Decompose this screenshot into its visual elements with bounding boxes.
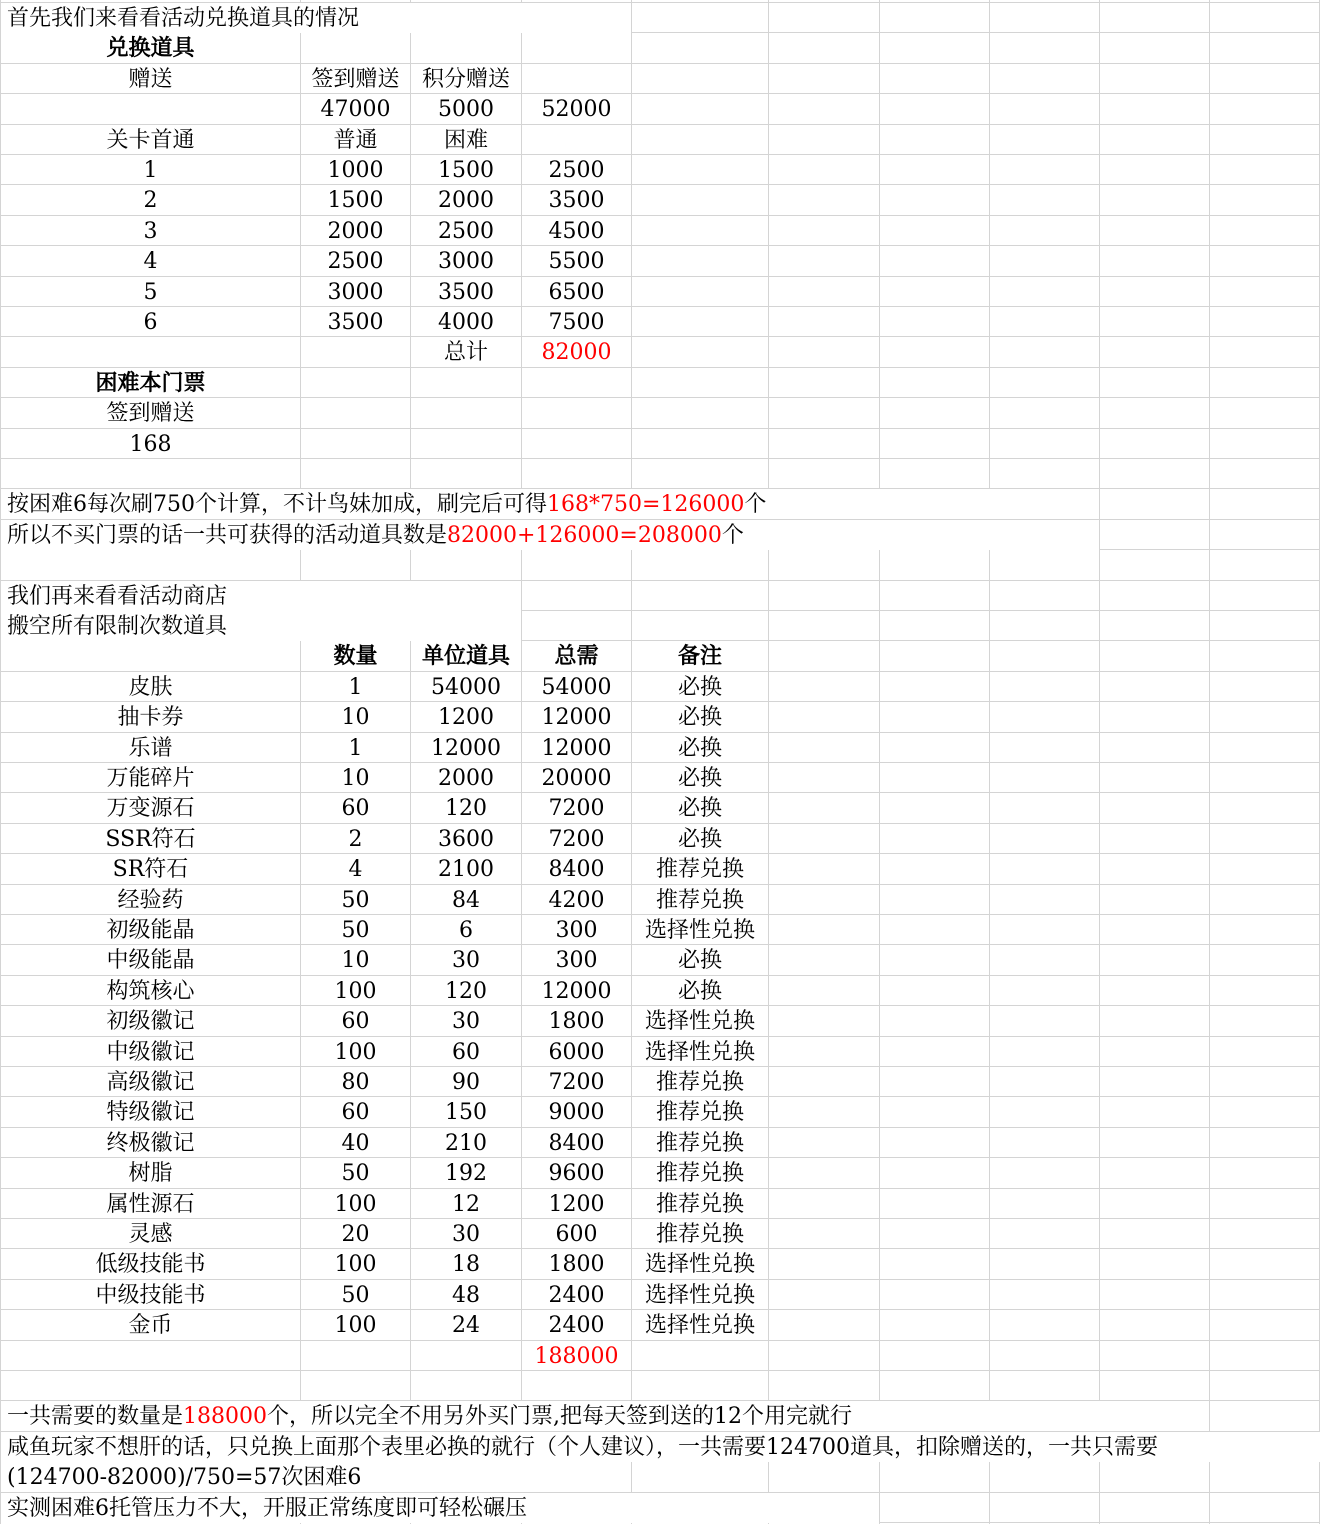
cell-r25-c2[interactable]: 2000 [438, 766, 494, 791]
cell-r47-c0[interactable]: 咸鱼玩家不想肝的话，只兑换上面那个表里必换的就行（个人建议），一共需要124700道具，扣除赠送的，一共只需要 [1, 1432, 1320, 1462]
cell-r17-c0[interactable] [1, 520, 1099, 550]
cell-r31-c3[interactable]: 300 [555, 948, 598, 973]
cell-r1-c0[interactable]: 兑换道具 [106, 35, 195, 61]
cell-r38-c3[interactable]: 9600 [548, 1161, 605, 1186]
cell-r33-c2[interactable]: 30 [452, 1009, 480, 1034]
cell-r36-c2[interactable]: 150 [445, 1100, 487, 1125]
cell-r33-c1[interactable]: 60 [341, 1009, 370, 1034]
cell-r42-c2[interactable]: 48 [452, 1283, 480, 1308]
cell-r43-c2[interactable]: 24 [452, 1313, 480, 1338]
cell-text-part: 按困难6每次刷750个计算，不计鸟妹加成，刷完后可得 [7, 492, 547, 517]
cell-r49-c0[interactable]: 实测困难6托管压力不大，开服正常练度即可轻松碾压 [1, 1493, 879, 1523]
cell-r32-c2[interactable]: 120 [445, 979, 487, 1004]
cell-r2-c1[interactable]: 签到赠送 [311, 67, 400, 92]
cell-r41-c2[interactable]: 18 [452, 1252, 480, 1277]
cell-r26-c1[interactable]: 60 [341, 796, 370, 821]
cell-r30-c4[interactable]: 选择性兑换 [644, 918, 755, 943]
cell-r30-c0[interactable]: 初级能晶 [106, 918, 195, 943]
cell-text-part: 所以不买门票的话一共可获得的活动道具数是 [7, 523, 448, 548]
cell-r24-c0[interactable]: 乐谱 [128, 736, 173, 761]
cell-r43-c0[interactable]: 金币 [128, 1313, 173, 1338]
cell-r34-c1[interactable]: 100 [334, 1040, 377, 1065]
cell-r10-c1[interactable]: 3500 [327, 310, 384, 335]
cell-r11-c2[interactable]: 总计 [443, 340, 488, 365]
cell-r10-c2[interactable]: 4000 [438, 310, 494, 335]
cell-r39-c1[interactable]: 100 [334, 1192, 377, 1217]
cell-r27-c2[interactable]: 3600 [438, 827, 494, 852]
cell-r4-c1[interactable]: 普通 [333, 128, 378, 153]
cell-r35-c4[interactable]: 推荐兑换 [655, 1070, 744, 1095]
cell-r27-c1[interactable]: 2 [348, 827, 363, 852]
cell-r2-c2[interactable]: 积分赠送 [421, 67, 510, 92]
cell-r5-c0[interactable]: 1 [143, 158, 158, 183]
cell-r21-c4[interactable]: 备注 [677, 643, 722, 669]
cell-r21-c3[interactable]: 总需 [554, 643, 599, 669]
cell-r40-c2[interactable]: 30 [452, 1222, 480, 1247]
cell-r25-c4[interactable]: 必换 [677, 766, 722, 791]
cell-r46-c0[interactable] [1, 1401, 1209, 1431]
cell-r28-c2[interactable]: 2100 [438, 857, 494, 882]
cell-text-part: 168*750=126000 [547, 492, 745, 517]
cell-r19-c0[interactable]: 我们再来看看活动商店 [1, 581, 521, 611]
cell-r20-c0[interactable]: 搬空所有限制次数道具 [1, 611, 521, 641]
cell-text-part: 个 [744, 492, 767, 517]
cell-r40-c1[interactable]: 20 [341, 1222, 370, 1247]
cell-r22-c2[interactable]: 54000 [431, 675, 501, 700]
cell-r36-c4[interactable]: 推荐兑换 [655, 1100, 744, 1125]
cell-r8-c2[interactable]: 3000 [438, 249, 494, 274]
cell-r31-c1[interactable]: 10 [341, 948, 370, 973]
cell-text-part: 188000 [183, 1404, 267, 1429]
cell-r33-c4[interactable]: 选择性兑换 [644, 1009, 755, 1034]
cell-r26-c3[interactable]: 7200 [548, 796, 605, 821]
cell-r30-c3[interactable]: 300 [555, 918, 598, 943]
cell-text-part: 个，所以完全不用另外买门票,把每天签到送的12个用完就行 [267, 1404, 852, 1429]
cell-text-part: 82000+126000=208000 [447, 523, 722, 548]
cell-r22-c4[interactable]: 必换 [677, 675, 722, 700]
cell-r38-c1[interactable]: 50 [341, 1161, 370, 1186]
cell-r6-c0[interactable]: 2 [143, 188, 158, 213]
cell-r35-c3[interactable]: 7200 [548, 1070, 605, 1095]
cell-r22-c1[interactable]: 1 [348, 675, 363, 700]
cell-r32-c0[interactable]: 构筑核心 [106, 979, 195, 1004]
cell-r28-c1[interactable]: 4 [348, 857, 363, 882]
cell-r43-c4[interactable]: 选择性兑换 [644, 1313, 755, 1338]
cell-r34-c2[interactable]: 60 [452, 1040, 480, 1065]
cell-r30-c2[interactable]: 6 [459, 918, 473, 943]
cell-r33-c3[interactable]: 1800 [548, 1009, 605, 1034]
cell-r9-c2[interactable]: 3500 [438, 280, 494, 305]
cell-r8-c0[interactable]: 4 [143, 249, 158, 274]
cell-r38-c2[interactable]: 192 [445, 1161, 487, 1186]
cell-r22-c0[interactable]: 皮肤 [128, 675, 173, 700]
cell-r37-c1[interactable]: 40 [341, 1131, 370, 1156]
cell-r29-c0[interactable]: 经验药 [117, 888, 184, 913]
cell-r37-c3[interactable]: 8400 [548, 1131, 605, 1156]
cell-r37-c4[interactable]: 推荐兑换 [655, 1131, 744, 1156]
cell-r27-c3[interactable]: 7200 [548, 827, 605, 852]
cell-r3-c3[interactable]: 52000 [541, 97, 612, 122]
cell-r11-c3[interactable]: 82000 [541, 340, 612, 365]
cell-r32-c3[interactable]: 12000 [541, 979, 612, 1004]
grid-row-line [0, 1340, 1320, 1341]
cell-r29-c3[interactable]: 4200 [548, 888, 605, 913]
cell-r7-c0[interactable]: 3 [143, 219, 158, 244]
cell-r8-c3[interactable]: 5500 [548, 249, 605, 274]
cell-r41-c4[interactable]: 选择性兑换 [644, 1252, 755, 1277]
cell-r27-c4[interactable]: 必换 [677, 827, 722, 852]
cell-r39-c2[interactable]: 12 [452, 1192, 480, 1217]
cell-r41-c1[interactable]: 100 [334, 1252, 377, 1277]
cell-r36-c1[interactable]: 60 [341, 1100, 370, 1125]
cell-r9-c0[interactable]: 5 [143, 280, 158, 305]
cell-r36-c0[interactable]: 特级徽记 [106, 1100, 195, 1125]
cell-r37-c0[interactable]: 终极徽记 [106, 1131, 195, 1156]
cell-r41-c3[interactable]: 1800 [548, 1252, 605, 1277]
cell-r41-c0[interactable]: 低级技能书 [95, 1252, 206, 1277]
cell-r24-c3[interactable]: 12000 [541, 736, 612, 761]
cell-r4-c2[interactable]: 困难 [443, 128, 488, 153]
cell-r21-c1[interactable]: 数量 [333, 643, 378, 669]
cell-r35-c0[interactable]: 高级徽记 [106, 1070, 195, 1095]
cell-r35-c2[interactable]: 90 [452, 1070, 480, 1095]
cell-r10-c3[interactable]: 7500 [548, 310, 605, 335]
cell-r3-c2[interactable]: 5000 [438, 97, 494, 122]
cell-r14-c0[interactable]: 168 [129, 432, 172, 457]
cell-r36-c3[interactable]: 9000 [548, 1100, 605, 1125]
cell-r40-c4[interactable]: 推荐兑换 [655, 1222, 744, 1247]
cell-r23-c1[interactable]: 10 [341, 705, 370, 730]
cell-r39-c3[interactable]: 1200 [548, 1192, 605, 1217]
cell-r31-c2[interactable]: 30 [452, 948, 480, 973]
cell-r35-c1[interactable]: 80 [341, 1070, 370, 1095]
cell-r27-c0[interactable]: SSR符石 [105, 827, 196, 852]
cell-r43-c3[interactable]: 2400 [548, 1313, 605, 1338]
cell-r24-c1[interactable]: 1 [348, 736, 363, 761]
cell-r23-c2[interactable]: 1200 [438, 705, 494, 730]
cell-r6-c2[interactable]: 2000 [438, 188, 494, 213]
cell-r13-c0[interactable]: 签到赠送 [106, 401, 195, 426]
cell-r5-c2[interactable]: 1500 [438, 158, 494, 183]
cell-r24-c4[interactable]: 必换 [677, 736, 722, 761]
cell-r37-c2[interactable]: 210 [445, 1131, 487, 1156]
cell-r23-c4[interactable]: 必换 [677, 705, 722, 730]
cell-r34-c4[interactable]: 选择性兑换 [644, 1040, 755, 1065]
cell-r33-c0[interactable]: 初级徽记 [106, 1009, 195, 1034]
cell-r34-c0[interactable]: 中级徽记 [106, 1040, 195, 1065]
cell-r7-c2[interactable]: 2500 [438, 219, 494, 244]
cell-r21-c2[interactable]: 单位道具 [421, 643, 510, 669]
cell-r10-c0[interactable]: 6 [143, 310, 158, 335]
cell-r40-c3[interactable]: 600 [555, 1222, 598, 1247]
cell-r2-c0[interactable]: 赠送 [128, 67, 173, 92]
cell-r16-c0[interactable] [1, 489, 1099, 519]
cell-r42-c4[interactable]: 选择性兑换 [644, 1283, 755, 1308]
cell-r6-c3[interactable]: 3500 [548, 188, 605, 213]
cell-r0-c0[interactable]: 首先我们来看看活动兑换道具的情况 [1, 3, 631, 33]
cell-r32-c4[interactable]: 必换 [677, 979, 722, 1004]
cell-r5-c1[interactable]: 1000 [327, 158, 384, 183]
cell-r12-c0[interactable]: 困难本门票 [95, 370, 206, 396]
cell-r26-c4[interactable]: 必换 [677, 796, 722, 821]
cell-r23-c3[interactable]: 12000 [541, 705, 612, 730]
cell-r22-c3[interactable]: 54000 [541, 675, 612, 700]
cell-r28-c3[interactable]: 8400 [548, 857, 605, 882]
cell-r25-c3[interactable]: 20000 [541, 766, 612, 791]
cell-r32-c1[interactable]: 100 [334, 979, 377, 1004]
cell-r7-c1[interactable]: 2000 [327, 219, 384, 244]
cell-r40-c0[interactable]: 灵感 [128, 1222, 173, 1247]
cell-r29-c1[interactable]: 50 [341, 888, 370, 913]
cell-r23-c0[interactable]: 抽卡券 [117, 705, 184, 730]
cell-r42-c0[interactable]: 中级技能书 [95, 1283, 206, 1308]
cell-r42-c3[interactable]: 2400 [548, 1283, 605, 1308]
cell-text-part: 个 [721, 523, 744, 548]
cell-r43-c1[interactable]: 100 [334, 1313, 377, 1338]
cell-r3-c1[interactable]: 47000 [320, 97, 391, 122]
cell-r26-c0[interactable]: 万变源石 [106, 796, 195, 821]
cell-r29-c2[interactable]: 84 [452, 888, 480, 913]
cell-r30-c1[interactable]: 50 [341, 918, 370, 943]
cell-r9-c1[interactable]: 3000 [327, 280, 384, 305]
cell-r31-c0[interactable]: 中级能晶 [106, 948, 195, 973]
cell-r39-c0[interactable]: 属性源石 [106, 1192, 195, 1217]
cell-r25-c1[interactable]: 10 [341, 766, 370, 791]
cell-r38-c0[interactable]: 树脂 [128, 1161, 173, 1186]
cell-r44-c3[interactable]: 188000 [534, 1344, 619, 1369]
cell-r7-c3[interactable]: 4500 [548, 219, 605, 244]
cell-r24-c2[interactable]: 12000 [431, 736, 501, 761]
cell-r28-c4[interactable]: 推荐兑换 [655, 857, 744, 882]
cell-r6-c1[interactable]: 1500 [327, 188, 384, 213]
cell-r26-c2[interactable]: 120 [445, 796, 487, 821]
cell-r9-c3[interactable]: 6500 [548, 280, 605, 305]
cell-text-part: 一共需要的数量是 [7, 1404, 184, 1429]
cell-r31-c4[interactable]: 必换 [677, 948, 722, 973]
cell-r25-c0[interactable]: 万能碎片 [106, 766, 195, 791]
cell-r39-c4[interactable]: 推荐兑换 [655, 1192, 744, 1217]
cell-r5-c3[interactable]: 2500 [548, 158, 605, 183]
cell-r29-c4[interactable]: 推荐兑换 [655, 888, 744, 913]
cell-r48-c0[interactable]: (124700-82000)/750=57次困难6 [1, 1462, 631, 1492]
cell-r4-c0[interactable]: 关卡首通 [106, 128, 195, 153]
grid-row-line [0, 1370, 1320, 1371]
cell-r42-c1[interactable]: 50 [341, 1283, 370, 1308]
cell-r8-c1[interactable]: 2500 [327, 249, 384, 274]
cell-r38-c4[interactable]: 推荐兑换 [655, 1161, 744, 1186]
cell-r28-c0[interactable]: SR符石 [112, 857, 189, 882]
cell-r34-c3[interactable]: 6000 [548, 1040, 605, 1065]
